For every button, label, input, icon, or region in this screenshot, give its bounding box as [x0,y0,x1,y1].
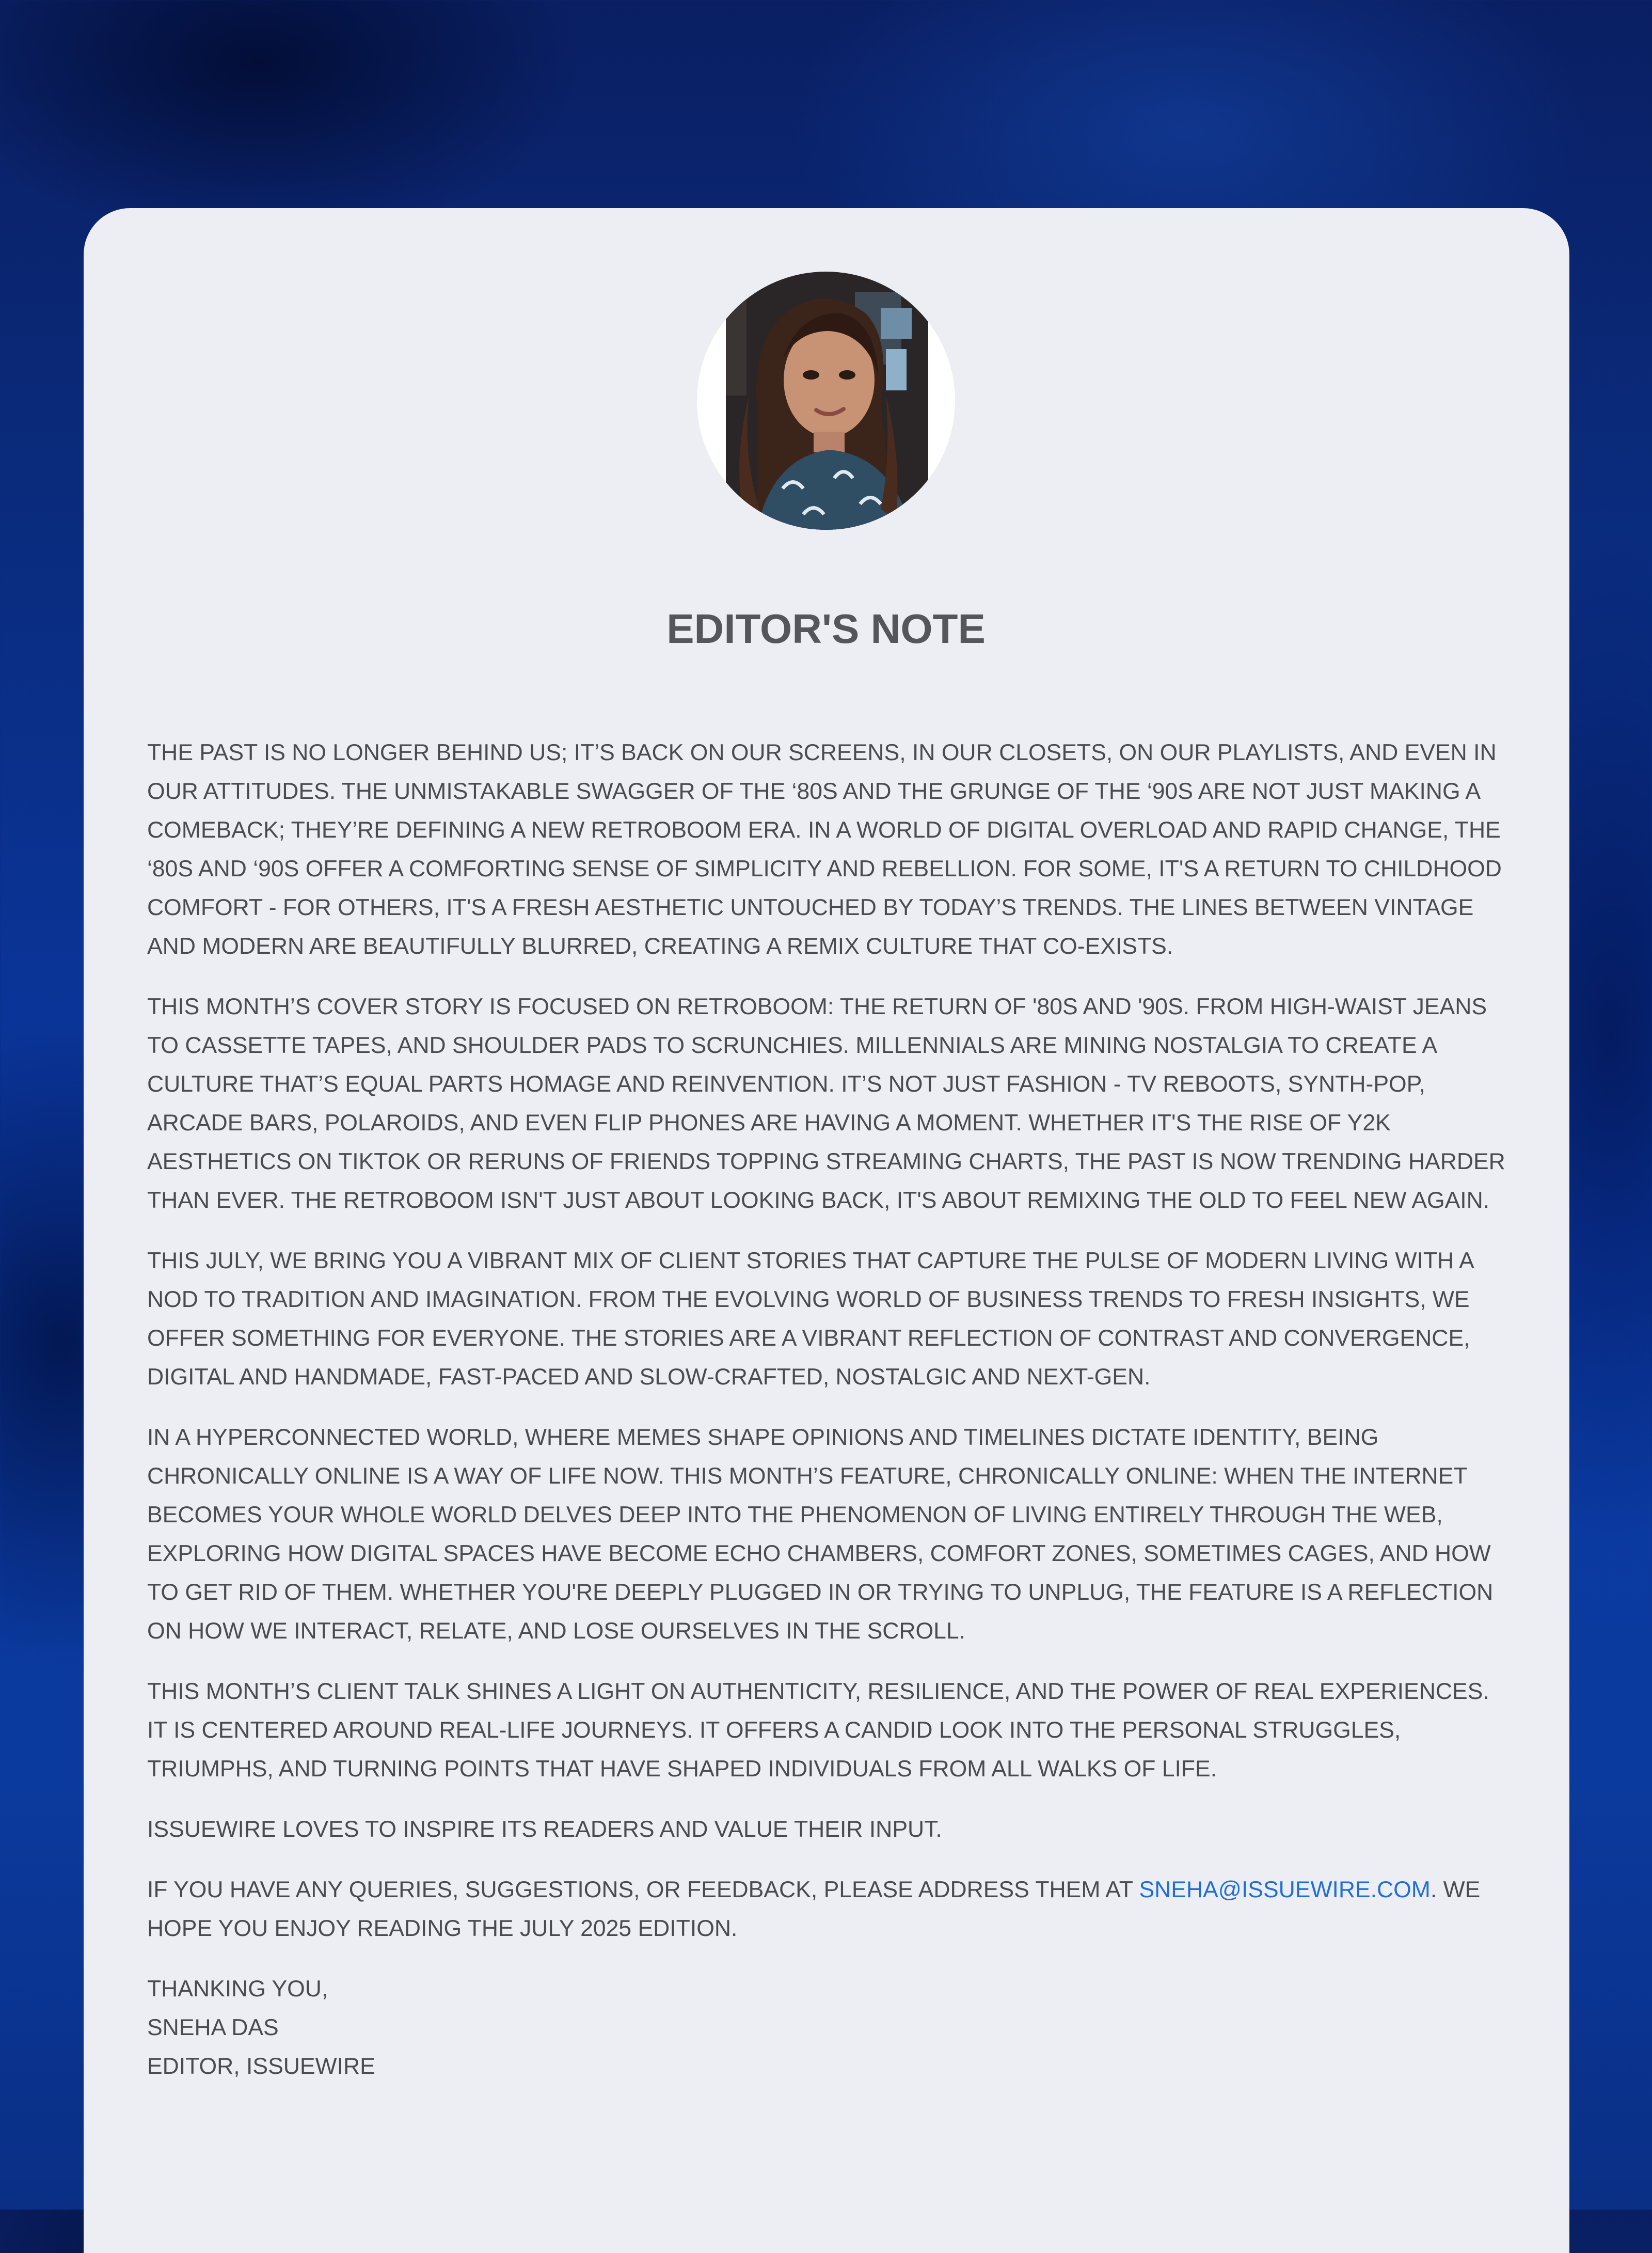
avatar [697,272,955,530]
paragraph-3: THIS JULY, WE BRING YOU A VIBRANT MIX OF CLIENT STORIES THAT CAPTURE THE PULSE OF MODERN LIVING WITH A NOD TO TRADITION AND IMAGINATION. FROM THE EVOLVING WORLD OF BUSINESS TRENDS TO FRESH INSIGHTS, WE OFFER SOMETHING FOR EVERYONE. THE STORIES ARE A VIBRANT REFLECTION OF CONTRAST AND CONVERGENCE, DIGITAL AND HANDMADE, FAST-PACED AND SLOW-CRAFTED, NOSTALGIC AND NEXT-GEN. [147,1248,1473,1390]
editor-portrait-image [726,272,928,530]
contact-text-before: IF YOU HAVE ANY QUERIES, SUGGESTIONS, OR FEEDBACK, PLEASE ADDRESS THEM AT [147,1877,1139,1902]
email-link[interactable]: SNEHA@ISSUEWIRE.COM [1139,1877,1431,1902]
editor-note-body [147,733,1515,2107]
signature-closing: THANKING YOU, [147,1976,328,2002]
paragraph-5: THIS MONTH’S CLIENT TALK SHINES A LIGHT ON AUTHENTICITY, RESILIENCE, AND THE POWER OF REAL EXPERIENCES. IT IS CENTERED AROUND REAL-LIFE JOURNEYS. IT OFFERS A CANDID LOOK INTO THE PERSONAL STRUGGLES, TRIUMPHS, AND TURNING POINTS THAT HAVE SHAPED INDIVIDUALS FROM ALL WALKS OF LIFE. [147,1679,1489,1782]
signature-name: SNEHA DAS [147,2015,279,2040]
contact-paragraph [147,1870,1515,1948]
paragraph-1: THE PAST IS NO LONGER BEHIND US; IT’S BACK ON OUR SCREENS, IN OUR CLOSETS, ON OUR PLAYLISTS, AND EVEN IN OUR ATTITUDES. THE UNMISTAKABLE SWAGGER OF THE ‘80S AND THE GRUNGE OF THE ‘90S ARE NOT JUST MAKING A COMEBACK; THEY’RE DEFINING A NEW RETROBOOM ERA. IN A WORLD OF DIGITAL OVERLOAD AND RAPID CHANGE, THE ‘80S AND ‘90S OFFER A COMFORTING SENSE OF SIMPLICITY AND REBELLION. FOR SOME, IT'S A RETURN TO CHILDHOOD COMFORT - FOR OTHERS, IT'S A FRESH AESTHETIC UNTOUCHED BY TODAY’S TRENDS. THE LINES BETWEEN VINTAGE AND MODERN ARE BEAUTIFULLY BLURRED, CREATING A REMIX CULTURE THAT CO-EXISTS. [147,740,1502,959]
contact-text-after: . WE HOPE YOU ENJOY READING THE JULY 2025 EDITION. [147,1877,1481,1941]
signature [147,1970,1515,2086]
signature-role: EDITOR, ISSUEWIRE [147,2054,375,2079]
paragraph-6: ISSUEWIRE LOVES TO INSPIRE ITS READERS AND VALUE THEIR INPUT. [147,1817,942,1842]
page-title: EDITOR'S NOTE [666,606,986,652]
paragraph-4: IN A HYPERCONNECTED WORLD, WHERE MEMES SHAPE OPINIONS AND TIMELINES DICTATE IDENTITY, BEING CHRONICALLY ONLINE IS A WAY OF LIFE NOW. THIS MONTH’S FEATURE, CHRONICALLY ONLINE: WHEN THE INTERNET BECOMES YOUR WHOLE WORLD DELVES DEEP INTO THE PHENOMENON OF LIVING ENTIRELY THROUGH THE WEB, EXPLORING HOW DIGITAL SPACES HAVE BECOME ECHO CHAMBERS, COMFORT ZONES, SOMETIMES CAGES, AND HOW TO GET RID OF THEM. WHETHER YOU'RE DEEPLY PLUGGED IN OR TRYING TO UNPLUG, THE FEATURE IS A REFLECTION ON HOW WE INTERACT, RELATE, AND LOSE OURSELVES IN THE SCROLL. [147,1425,1494,1644]
paragraph-2: THIS MONTH’S COVER STORY IS FOCUSED ON RETROBOOM: THE RETURN OF '80S AND '90S. FROM HIGH-WAIST JEANS TO CASSETTE TAPES, AND SHOULDER PADS TO SCRUNCHIES. MILLENNIALS ARE MINING NOSTALGIA TO CREATE A CULTURE THAT’S EQUAL PARTS HOMAGE AND REINVENTION. IT’S NOT JUST FASHION - TV REBOOTS, SYNTH-POP, ARCADE BARS, POLAROIDS, AND EVEN FLIP PHONES ARE HAVING A MOMENT. WHETHER IT'S THE RISE OF Y2K AESTHETICS ON TIKTOK OR RERUNS OF FRIENDS TOPPING STREAMING CHARTS, THE PAST IS NOW TRENDING HARDER THAN EVER. THE RETROBOOM ISN'T JUST ABOUT LOOKING BACK, IT'S ABOUT REMIXING THE OLD TO FEEL NEW AGAIN. [147,994,1505,1213]
